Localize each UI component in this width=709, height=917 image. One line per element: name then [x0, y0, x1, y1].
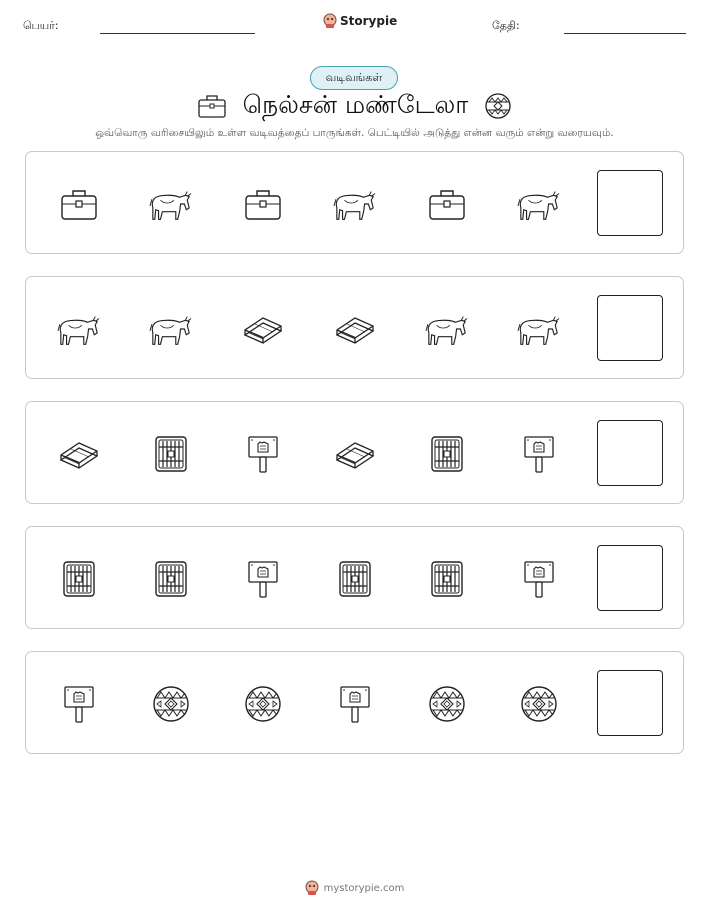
answer-box[interactable]: [597, 170, 663, 236]
protest-sign-icon: [241, 432, 285, 476]
prison-door-icon: [425, 432, 469, 476]
answer-box[interactable]: [597, 670, 663, 736]
pattern-row: [25, 401, 684, 504]
prison-door-icon: [333, 557, 377, 601]
protest-sign-icon: [517, 432, 561, 476]
name-label: பெயர்:: [23, 19, 59, 32]
title-row: [0, 88, 709, 124]
topic-tag: வடிவங்கள்: [310, 66, 398, 90]
briefcase-icon: [241, 182, 285, 226]
cow-icon: [425, 307, 469, 351]
protest-sign-icon: [333, 682, 377, 726]
pattern-ball-icon: [425, 682, 469, 726]
answer-box[interactable]: [597, 545, 663, 611]
storypie-mascot-icon: [305, 880, 319, 896]
book-icon: [57, 432, 101, 476]
briefcase-icon: [197, 93, 227, 119]
cow-icon: [149, 182, 193, 226]
protest-sign-icon: [57, 682, 101, 726]
cow-icon: [149, 307, 193, 351]
african-pattern-ball-icon: [484, 92, 512, 120]
pattern-ball-icon: [517, 682, 561, 726]
answer-box[interactable]: [597, 420, 663, 486]
worksheet-header: [0, 0, 709, 50]
date-label: தேதி:: [492, 19, 520, 32]
brand-name: Storypie: [340, 14, 398, 28]
pattern-row: [25, 651, 684, 754]
page-title: நெல்சன் மண்டேலா: [242, 89, 469, 119]
pattern-row: [25, 526, 684, 629]
pattern-ball-icon: [149, 682, 193, 726]
date-field[interactable]: [564, 33, 686, 34]
cow-icon: [517, 307, 561, 351]
book-icon: [333, 432, 377, 476]
prison-door-icon: [57, 557, 101, 601]
name-field[interactable]: [100, 33, 255, 34]
prison-door-icon: [425, 557, 469, 601]
cow-icon: [57, 307, 101, 351]
storypie-mascot-icon: [323, 13, 337, 29]
instructions: ஒவ்வொரு வரிசையிலும் உள்ள வடிவத்தைப் பாருங்கள். பெட்டியில் அடுத்து என்ன வரும் என்று வரையவும்.: [95, 127, 614, 139]
footer: [0, 880, 709, 896]
book-icon: [333, 307, 377, 351]
cow-icon: [333, 182, 377, 226]
footer-url: mystorypie.com: [323, 882, 405, 894]
prison-door-icon: [149, 432, 193, 476]
protest-sign-icon: [517, 557, 561, 601]
pattern-row: [25, 276, 684, 379]
briefcase-icon: [57, 182, 101, 226]
prison-door-icon: [149, 557, 193, 601]
pattern-row: [25, 151, 684, 254]
pattern-ball-icon: [241, 682, 285, 726]
protest-sign-icon: [241, 557, 285, 601]
cow-icon: [517, 182, 561, 226]
brand-logo: [323, 13, 397, 29]
book-icon: [241, 307, 285, 351]
briefcase-icon: [425, 182, 469, 226]
answer-box[interactable]: [597, 295, 663, 361]
